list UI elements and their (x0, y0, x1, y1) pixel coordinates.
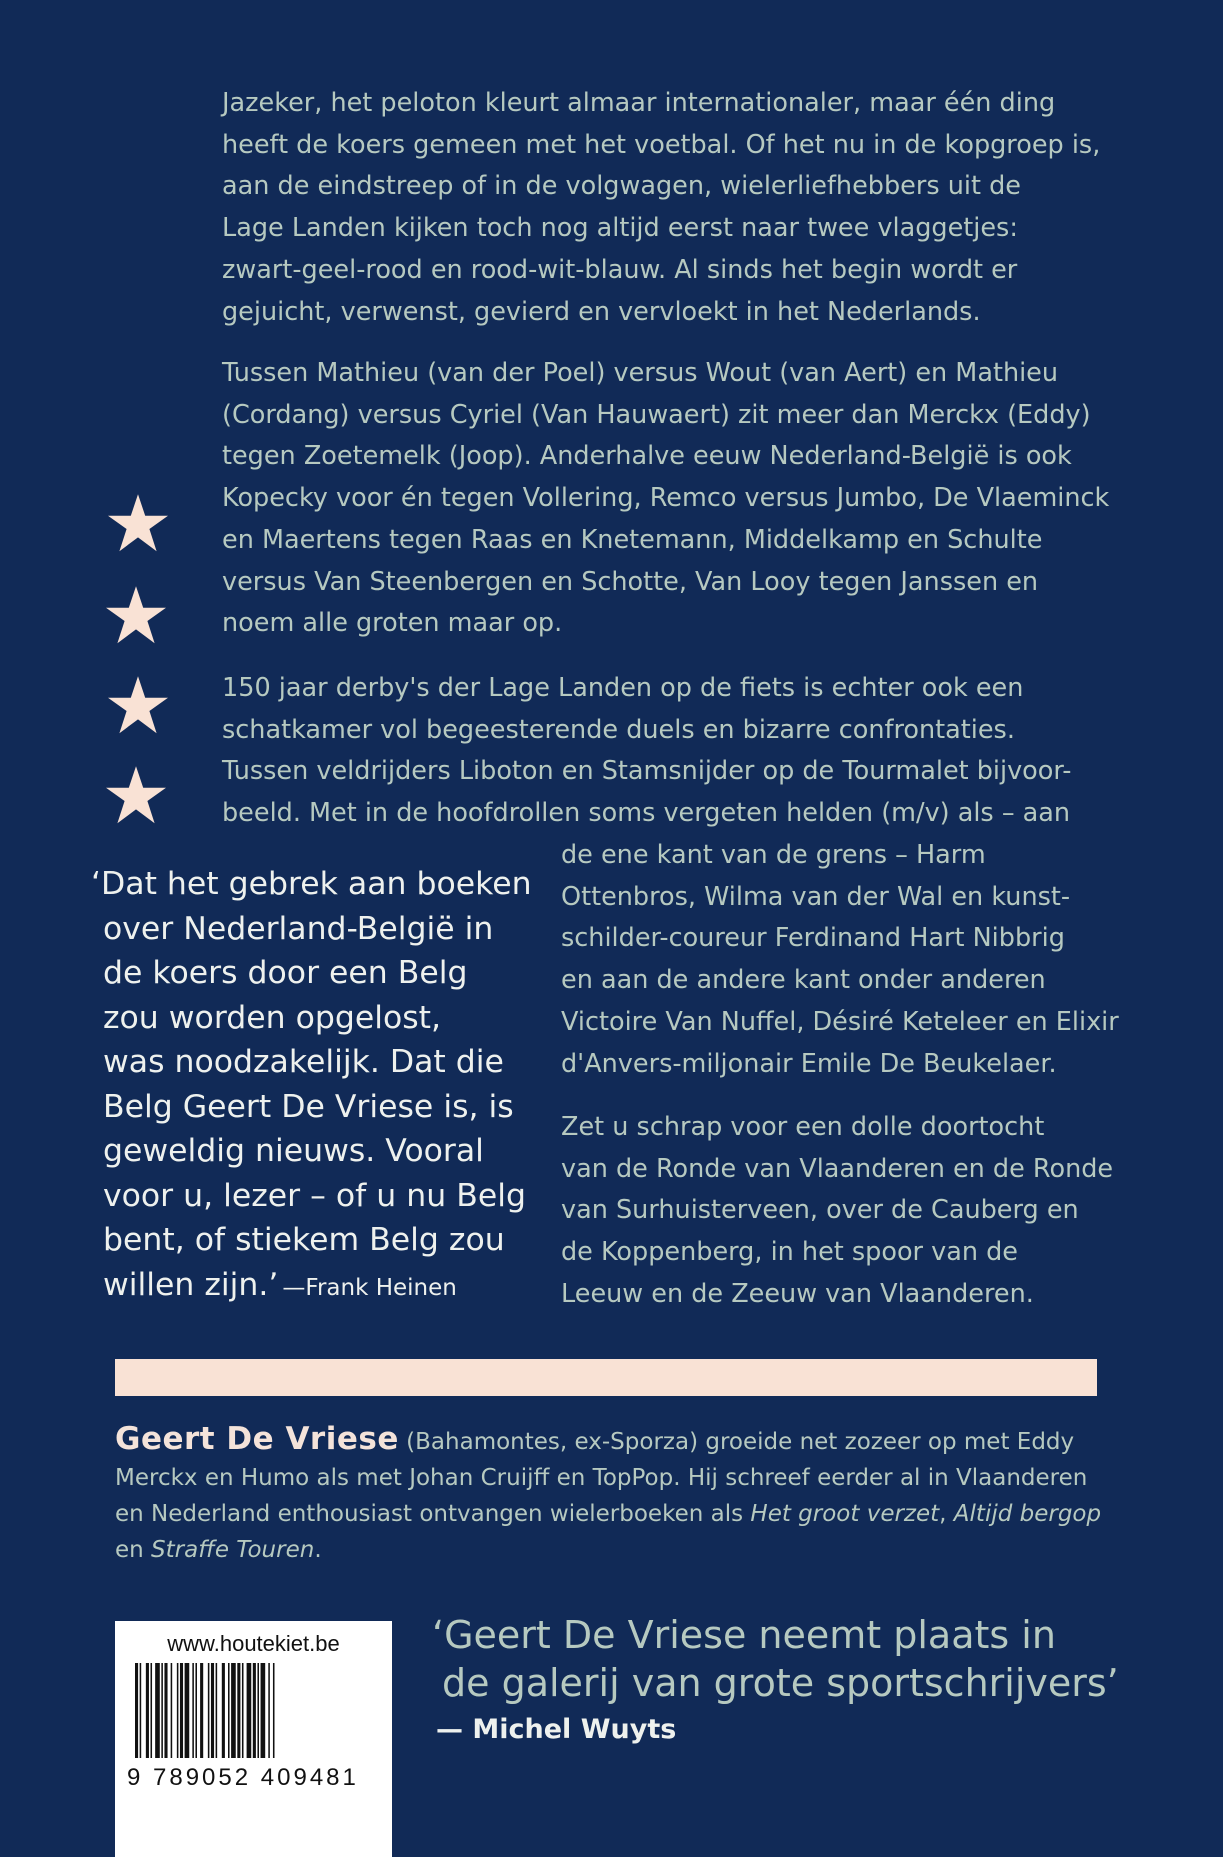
bio-line (115, 1421, 1101, 1460)
star-icon (106, 765, 166, 825)
pull-quote-line: Belg Geert De Vriese is, is (103, 1088, 514, 1125)
pull-quote-line: bent, of stiekem Belg zou (103, 1222, 505, 1258)
derby-cont-line: schilder-coureur Ferdinand Hart Nibbrig (561, 923, 1065, 954)
author-bio (115, 1421, 1101, 1568)
star-icon (106, 585, 166, 645)
pull-quote-line: was noodzakelijk. Dat die (103, 1044, 504, 1080)
bio-line (115, 1496, 1101, 1532)
derby-line: Tussen veldrijders Liboton en Stamsnijder op de Tourmalet bijvoor- (222, 756, 1072, 787)
bio-text: (Bahamontes, ex-Sporza) groeide net zozeer op met Eddy (398, 1429, 1075, 1455)
bio-line: Merckx en Humo als met Johan Cruijff en TopPop. Hij schreef eerder al in Vlaanderen (115, 1465, 1088, 1491)
intro-line: aan de eindstreep of in de volgwagen, wielerliefhebbers uit de (222, 171, 1021, 202)
pull-quote-line: ‘Dat het gebrek aan boeken (91, 866, 532, 902)
pull-quote (91, 862, 532, 1310)
intro-line: Jazeker, het peloton kleurt almaar internationaler, maar één ding (222, 88, 1056, 118)
rivals-line: Tussen Mathieu (van der Poel) versus Wout (van Aert) en Mathieu (222, 358, 1059, 388)
derby-paragraph (222, 668, 1071, 835)
publisher-url: www.houtekiet.be (167, 1631, 340, 1656)
intro-line: Lage Landen kijken toch nog altijd eerst naar twee vlaggetjes: (222, 213, 1018, 244)
bio-text: . (314, 1537, 322, 1563)
praise-quote-attribution: — Michel Wuyts (436, 1714, 677, 1745)
derby-continuation (561, 835, 1119, 1085)
bio-line (115, 1532, 1101, 1568)
intro-paragraph (222, 83, 1100, 333)
barcode-panel (115, 1621, 392, 1857)
pull-quote-line: voor u, lezer – of u nu Belg (103, 1177, 526, 1214)
divider-bar (115, 1359, 1097, 1396)
derby-cont-line: en aan de andere kant onder anderen (561, 965, 1046, 996)
closing-line: de Koppenberg, in het spoor van de (561, 1237, 1018, 1268)
derby-cont-line: Victoire Van Nuffel, Désiré Keteleer en Elixir (561, 1006, 1119, 1037)
closing-line: Leeuw en de Zeeuw van Vlaanderen. (561, 1278, 1034, 1309)
rivals-line: en Maertens tegen Raas en Knetemann, Middelkamp en Schulte (222, 524, 1043, 555)
pull-quote-line: zou worden opgelost, (103, 999, 442, 1036)
book-title: Het groot verzet (750, 1501, 940, 1527)
rivals-line: tegen Zoetemelk (Joop). Anderhalve eeuw Nederland-België is ook (222, 441, 1072, 472)
bio-separator: , (939, 1501, 954, 1527)
closing-line: Zet u schrap voor een dolle doortocht (561, 1112, 1045, 1142)
intro-line: heeft de koers gemeen met het voetbal. Of het nu in de kopgroep is, (222, 129, 1101, 160)
closing-line: van Surhuisterveen, over de Cauberg en (561, 1195, 1079, 1226)
star-icon (108, 493, 168, 553)
bio-text: en (115, 1537, 152, 1563)
barcode-icon (135, 1663, 375, 1758)
star-icon (108, 675, 168, 735)
closing-line: van de Ronde van Vlaanderen en de Ronde (561, 1153, 1114, 1184)
pull-quote-line: de koers door een Belg (103, 955, 468, 991)
derby-cont-line: Ottenbros, Wilma van der Wal en kunst- (561, 881, 1071, 912)
rivals-line: noem alle groten maar op. (222, 608, 563, 639)
bio-text: en Nederland enthousiast ontvangen wielerboeken als (115, 1501, 751, 1527)
praise-quote-line: de galerij van grote sportschrijvers’ (442, 1661, 1119, 1705)
rivals-line: (Cordang) versus Cyriel (Van Hauwaert) zit meer dan Merckx (Eddy) (222, 399, 1091, 430)
intro-line: zwart-geel-rood en rood-wit-blauw. Al sinds het begin wordt er (222, 254, 1018, 285)
book-title: Altijd bergop (953, 1501, 1102, 1527)
rivals-line: versus Van Steenbergen en Schotte, Van Looy tegen Janssen en (222, 566, 1039, 597)
derby-cont-line: d'Anvers-miljonair Emile De Beukelaer. (561, 1048, 1057, 1079)
rivals-line: Kopecky voor én tegen Vollering, Remco versus Jumbo, De Vlaeminck (222, 483, 1110, 514)
pull-quote-line: geweldig nieuws. Vooral (103, 1133, 484, 1169)
derby-line: beeld. Met in de hoofdrollen soms vergeten helden (m/v) als – aan (222, 798, 1071, 829)
pull-quote-last-line (103, 1263, 532, 1311)
closing-paragraph (561, 1107, 1113, 1316)
author-name: Geert De Vriese (115, 1421, 399, 1457)
rivals-paragraph (222, 353, 1109, 645)
derby-line: schatkamer vol begeesterende duels en bizarre confrontaties. (222, 714, 1015, 745)
pull-quote-text: willen zijn.’ (103, 1266, 279, 1303)
derby-cont-line: de ene kant van de grens – Harm (561, 840, 986, 870)
praise-quote-line: ‘Geert De Vriese neemt plaats in (432, 1613, 1056, 1657)
intro-line: gejuicht, verwenst, gevierd en vervloekt in het Nederlands. (222, 296, 981, 327)
pull-quote-line: over Nederland-België in (103, 910, 494, 947)
isbn-number: 9 789052 409481 (127, 1764, 359, 1791)
praise-quote (432, 1611, 1119, 1707)
pull-quote-attribution: —Frank Heinen (282, 1274, 457, 1301)
book-title: Straffe Touren (151, 1537, 315, 1563)
derby-line: 150 jaar derby's der Lage Landen op de fiets is echter ook een (222, 673, 1024, 703)
